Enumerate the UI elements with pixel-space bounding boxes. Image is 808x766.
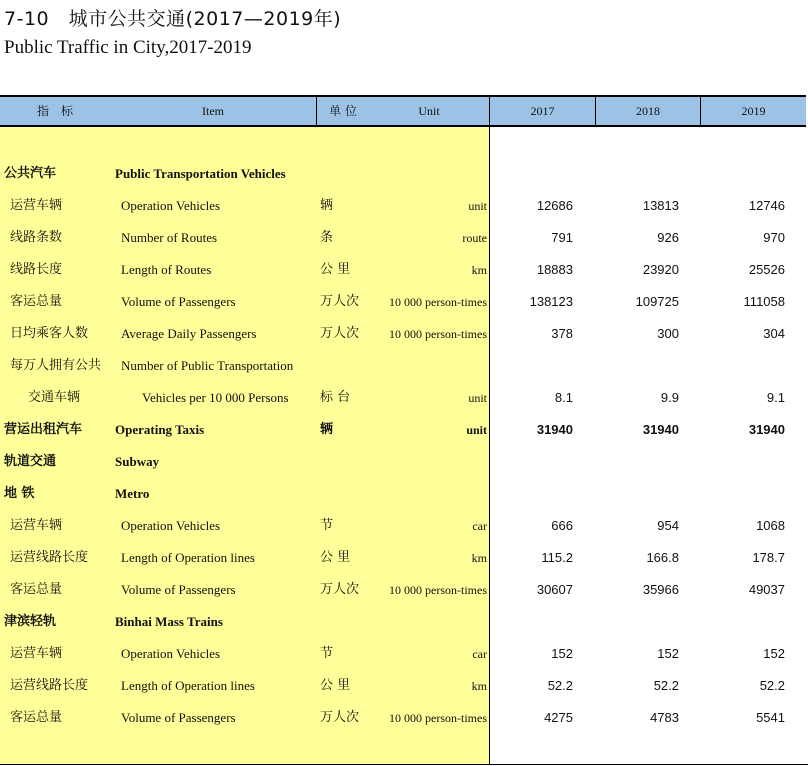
unit-cn: 万人次 [320,582,360,597]
indicator-cn: 营运出租汽车 [4,422,83,437]
table-row [0,638,808,670]
value-2017: 115.2 [541,550,573,565]
section-header-row [0,606,808,638]
value-2018: 109725 [635,294,679,309]
unit-en: unit [468,391,487,405]
indicator-en: Binhai Mass Trains [115,614,223,629]
unit-cn: 标 台 [320,390,351,405]
indicator-cn: 地 铁 [4,486,35,501]
value-2018: 13813 [642,198,679,213]
value-2018: 926 [657,230,679,245]
value-2018: 152 [657,646,679,661]
unit-cn: 万人次 [320,326,360,341]
indicator-en: Number of Public Transportation [121,358,294,373]
value-2017: 31940 [536,422,573,437]
indicator-en: Length of Routes [121,262,212,277]
indicator-cn: 运营车辆 [10,518,63,533]
indicator-en: Operation Vehicles [121,518,221,533]
unit-en: car [472,519,487,533]
unit-cn: 辆 [320,198,334,213]
indicator-en: Length of Operation lines [121,678,255,693]
header-year-2019: 2019 [741,104,766,118]
unit-cn: 公 里 [320,678,351,693]
indicator-en: Volume of Passengers [121,710,236,725]
unit-cn: 万人次 [320,710,360,725]
table-bottom-border [0,764,808,765]
value-2017: 152 [551,646,573,661]
value-2019: 111058 [743,294,785,309]
header-indicator-cn: 指 标 [36,104,73,118]
indicator-cn: 客运总量 [10,582,63,597]
table-row [0,574,808,606]
unit-cn: 节 [320,646,334,661]
unit-cn: 公 里 [320,262,351,277]
indicator-en: Length of Operation lines [121,550,255,565]
value-2017: 18883 [536,262,573,277]
value-2019: 49037 [748,582,785,597]
indicator-cn: 公共汽车 [4,166,57,181]
indicator-cn: 交通车辆 [28,390,81,405]
table-row [0,222,808,254]
page-title-cn: 7-10 城市公共交通(2017—2019年) [4,8,342,30]
indicator-cn: 运营线路长度 [10,550,89,565]
indicator-cn: 每万人拥有公共 [10,358,102,373]
indicator-cn: 线路长度 [10,262,63,277]
indicator-en: Operation Vehicles [121,646,221,661]
indicator-en: Subway [115,454,160,469]
table-row [0,670,808,702]
value-2018: 35966 [642,582,679,597]
unit-cn: 条 [320,230,334,245]
value-2018: 300 [657,326,679,341]
value-2017: 791 [551,230,573,245]
value-2018: 23920 [642,262,679,277]
value-2018: 31940 [642,422,679,437]
indicator-en: Vehicles per 10 000 Persons [142,390,289,405]
section-header-row [0,478,808,510]
value-2018: 52.2 [653,678,679,693]
unit-en: 10 000 person-times [389,711,487,725]
indicator-cn: 线路条数 [10,230,63,245]
indicator-en: Average Daily Passengers [121,326,257,341]
value-2018: 4783 [650,710,679,725]
indicator-cn: 运营车辆 [10,646,63,661]
table-row [0,318,808,350]
header-unit-cn: 单 位 [329,104,357,118]
table-row [0,254,808,286]
indicator-en: Volume of Passengers [121,582,236,597]
value-2018: 9.9 [660,390,679,405]
value-2018: 954 [657,518,679,533]
unit-cn: 公 里 [320,550,351,565]
page-title-en: Public Traffic in City,2017-2019 [4,37,252,58]
unit-en: 10 000 person-times [389,295,487,309]
value-2017: 4275 [544,710,573,725]
table-row [0,350,808,382]
indicator-en: Number of Routes [121,230,218,245]
value-2017: 138123 [529,294,573,309]
unit-en: unit [466,423,487,437]
section-header-row [0,446,808,478]
value-2019: 9.1 [766,390,785,405]
value-2019: 5541 [756,710,785,725]
value-2017: 30607 [536,582,573,597]
indicator-en: Volume of Passengers [121,294,236,309]
indicator-cn: 运营线路长度 [10,678,89,693]
header-unit-en: Unit [418,104,440,118]
header-year-2018: 2018 [636,104,660,118]
value-2017: 666 [551,518,573,533]
table-row [0,190,808,222]
indicator-en: Operation Vehicles [121,198,221,213]
indicator-cn: 津滨轻轨 [4,614,57,629]
unit-en: km [471,551,487,565]
indicator-cn: 运营车辆 [10,198,63,213]
unit-en: route [462,231,487,245]
value-2019: 12746 [748,198,785,213]
table-row [0,510,808,542]
table-row [0,414,808,446]
indicator-cn: 日均乘客人数 [10,326,89,341]
value-2019: 31940 [748,422,785,437]
unit-en: km [471,679,487,693]
indicator-cn: 客运总量 [10,710,63,725]
table-row [0,542,808,574]
unit-en: 10 000 person-times [389,583,487,597]
unit-cn: 辆 [320,422,334,437]
value-2018: 166.8 [646,550,679,565]
indicator-en: Metro [115,486,150,501]
value-2019: 25526 [748,262,785,277]
value-2017: 52.2 [547,678,573,693]
unit-en: unit [468,199,487,213]
header-item: Item [202,104,224,118]
table-header [0,95,806,127]
table-row [0,382,808,414]
unit-en: km [471,263,487,277]
value-2019: 52.2 [759,678,785,693]
value-2019: 178.7 [752,550,785,565]
table-row [0,702,808,734]
unit-en: 10 000 person-times [389,327,487,341]
value-2017: 12686 [536,198,573,213]
table-row [0,286,808,318]
indicator-cn: 客运总量 [10,294,63,309]
indicator-en: Operating Taxis [115,422,205,437]
unit-cn: 节 [320,518,334,533]
indicator-en: Public Transportation Vehicles [115,166,286,181]
value-2019: 152 [763,646,785,661]
value-2019: 970 [763,230,785,245]
indicator-cn: 轨道交通 [4,454,57,469]
section-header-row [0,158,808,190]
unit-cn: 万人次 [320,294,360,309]
value-2017: 8.1 [554,390,573,405]
value-2019: 1068 [756,518,785,533]
header-year-2017: 2017 [530,104,555,118]
unit-en: car [472,647,487,661]
value-2017: 378 [551,326,573,341]
value-2019: 304 [763,326,785,341]
